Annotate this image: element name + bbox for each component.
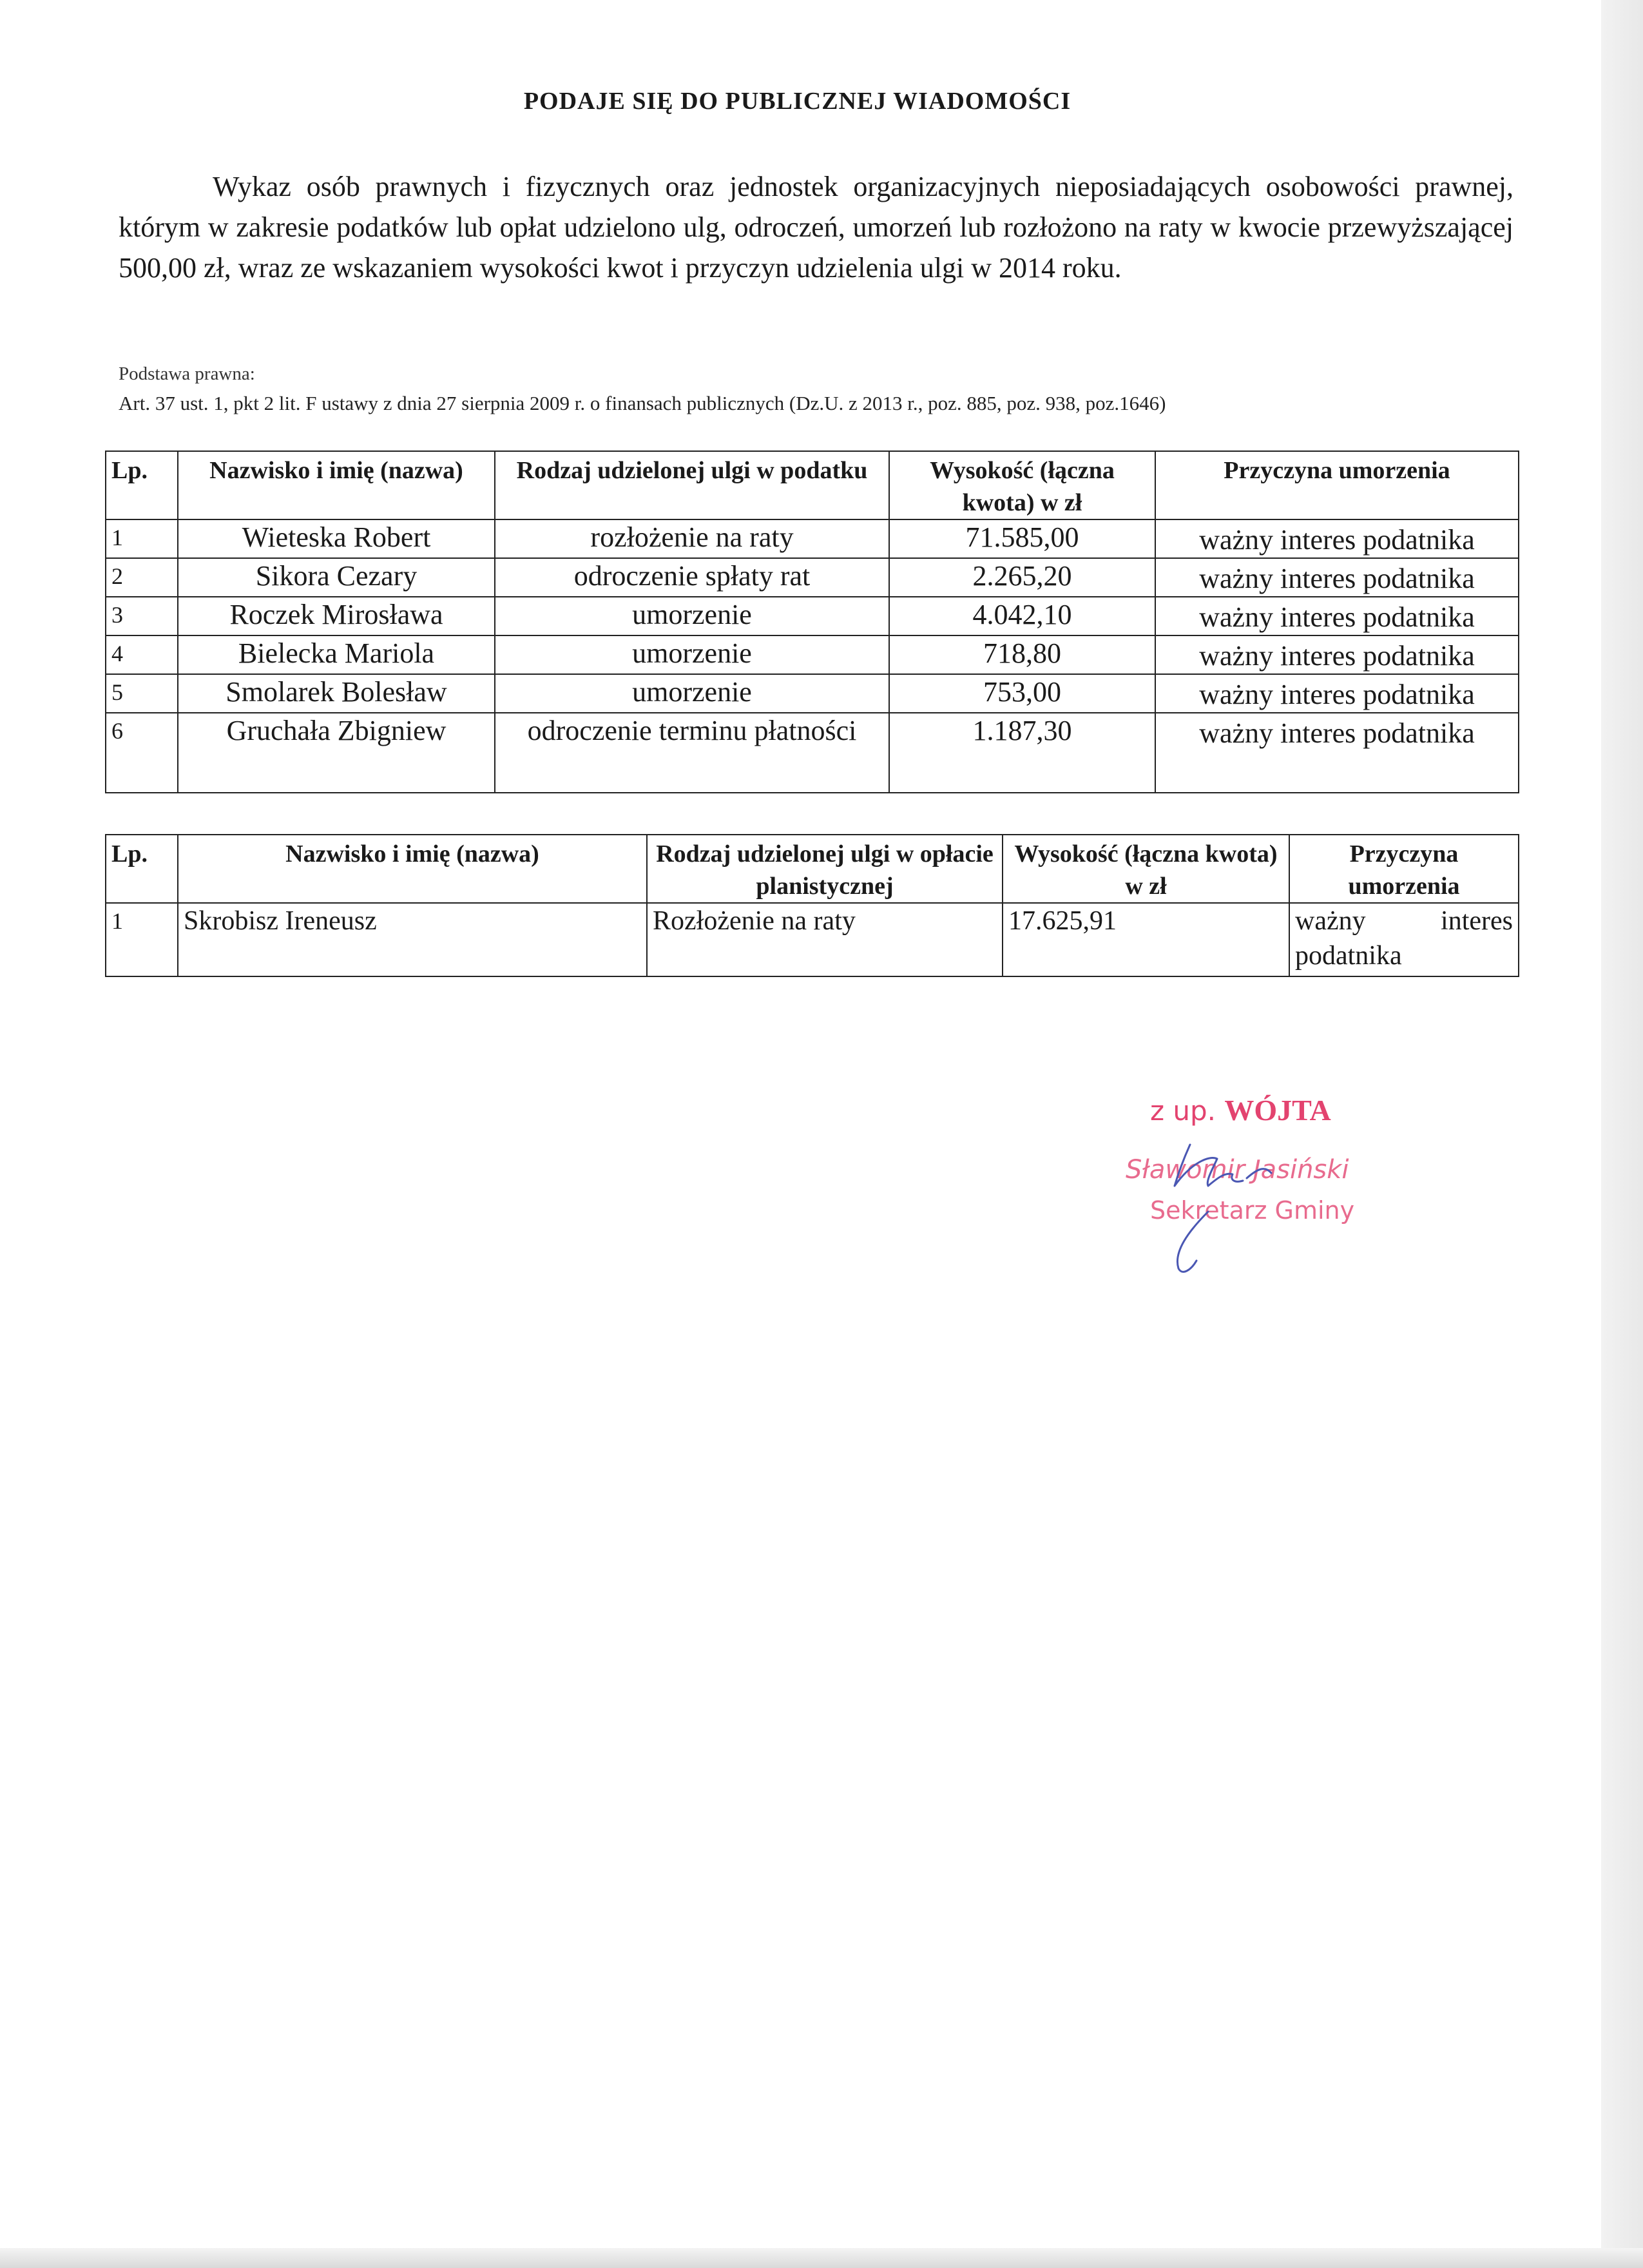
scan-edge-bottom <box>0 2248 1643 2268</box>
row-relief-type: Rozłożenie na raty <box>647 903 1003 976</box>
row-name: Smolarek Bolesław <box>178 674 495 713</box>
handwritten-signature <box>1111 1083 1395 1283</box>
header-lp: Lp. <box>106 835 178 903</box>
header-relief-type: Rodzaj udzielonej ulgi w podatku <box>495 451 889 519</box>
row-relief-type: umorzenie <box>495 635 889 674</box>
row-reason: ważny interes podatnika <box>1155 674 1519 713</box>
table-row <box>106 713 1519 793</box>
row-reason: ważny interes podatnika <box>1289 903 1519 976</box>
table-row <box>106 558 1519 597</box>
row-relief-type: odroczenie spłaty rat <box>495 558 889 597</box>
intro-paragraph: Wykaz osób prawnych i fizycznych oraz jednostek organizacyjnych nieposiadających osobowości prawnej, którym w zakresie podatków lub opłat udzielono ulg, odroczeń, umorzeń lub rozłożono na raty w kwocie przewyższającej 500,00 zł, wraz ze wskazaniem wysokości kwot i przyczyn udzielenia ulgi w 2014 roku. <box>119 171 1513 284</box>
row-lp: 5 <box>106 674 178 713</box>
page-title: PODAJE SIĘ DO PUBLICZNEJ WIADOMOŚCI <box>523 88 1071 115</box>
row-lp: 6 <box>106 713 178 793</box>
legal-basis-label: Podstawa prawna: <box>119 363 255 384</box>
header-amount: Wysokość (łączna kwota) w zł <box>889 451 1155 519</box>
row-amount: 4.042,10 <box>889 597 1155 635</box>
row-name: Skrobisz Ireneusz <box>178 903 647 976</box>
row-amount: 2.265,20 <box>889 558 1155 597</box>
table-row <box>106 903 1519 976</box>
stamp-name: Sławomir Jasiński <box>1126 1155 1349 1185</box>
stamp-prefix: z up. <box>1150 1095 1216 1127</box>
row-relief-type: rozłożenie na raty <box>495 519 889 558</box>
stamp-role: Sekretarz Gminy <box>1150 1196 1355 1225</box>
planning-fee-table <box>105 834 1519 977</box>
header-amount: Wysokość (łączna kwota) w zł <box>1003 835 1289 903</box>
header-name: Nazwisko i imię (nazwa) <box>178 835 647 903</box>
official-stamp <box>1111 1083 1395 1283</box>
row-reason: ważny interes podatnika <box>1155 519 1519 558</box>
row-lp: 4 <box>106 635 178 674</box>
stamp-office: WÓJTA <box>1224 1094 1331 1127</box>
row-lp: 3 <box>106 597 178 635</box>
row-lp: 1 <box>106 903 178 976</box>
scan-edge-right <box>1601 0 1643 2268</box>
row-reason: ważny interes podatnika <box>1155 597 1519 635</box>
row-name: Bielecka Mariola <box>178 635 495 674</box>
table-row <box>106 597 1519 635</box>
row-relief-type: umorzenie <box>495 597 889 635</box>
table-row <box>106 674 1519 713</box>
header-reason: Przyczyna umorzenia <box>1155 451 1519 519</box>
row-name: Sikora Cezary <box>178 558 495 597</box>
header-name: Nazwisko i imię (nazwa) <box>178 451 495 519</box>
row-amount: 1.187,30 <box>889 713 1155 793</box>
table-header-row <box>106 835 1519 903</box>
table-row <box>106 519 1519 558</box>
row-name: Roczek Mirosława <box>178 597 495 635</box>
row-reason: ważny interes podatnika <box>1155 635 1519 674</box>
row-amount: 753,00 <box>889 674 1155 713</box>
row-lp: 1 <box>106 519 178 558</box>
row-name: Wieteska Robert <box>178 519 495 558</box>
row-reason: ważny interes podatnika <box>1155 558 1519 597</box>
legal-basis-text: Art. 37 ust. 1, pkt 2 lit. F ustawy z dnia 27 sierpnia 2009 r. o finansach publicznych (Dz.U. z 2013 r., poz. 885, poz. 938, poz.1646) <box>119 392 1166 414</box>
row-amount: 718,80 <box>889 635 1155 674</box>
table-row <box>106 635 1519 674</box>
header-reason: Przyczyna umorzenia <box>1289 835 1519 903</box>
row-reason: ważny interes podatnika <box>1155 713 1519 793</box>
row-name: Gruchała Zbigniew <box>178 713 495 793</box>
row-relief-type: umorzenie <box>495 674 889 713</box>
table-header-row <box>106 451 1519 519</box>
row-relief-type: odroczenie terminu płatności <box>495 713 889 793</box>
tax-relief-table <box>105 451 1519 793</box>
header-relief-type: Rodzaj udzielonej ulgi w opłacie planistycznej <box>647 835 1003 903</box>
header-lp: Lp. <box>106 451 178 519</box>
row-amount: 71.585,00 <box>889 519 1155 558</box>
row-amount: 17.625,91 <box>1003 903 1289 976</box>
row-lp: 2 <box>106 558 178 597</box>
